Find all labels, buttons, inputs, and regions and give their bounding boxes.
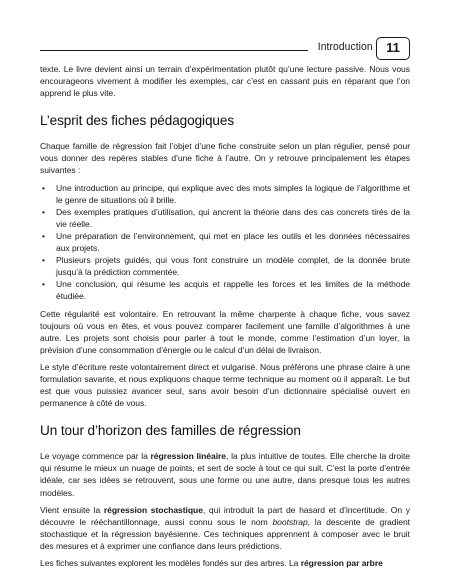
familles-paragraph-3: Les fiches suivantes explorent les modèles fondés sur des arbres. La régression par arbre bbox=[40, 558, 383, 568]
intro-paragraph: texte. Le livre devient ainsi un terrain d’expérimentation plutôt qu’une lecture passive. Nous vous encourageons vivement à modifier les exemples, car c’est en cassant puis en réparant que l’on apprend le plus vite. bbox=[40, 64, 410, 99]
list-item: • Une préparation de l’environnement, qui met en place les outils et les données nécessaires aux projets. bbox=[40, 230, 410, 254]
page-number: 11 bbox=[376, 37, 410, 60]
list-item: • Une introduction au principe, qui explique avec des mots simples la logique de l’algorithme et le genre de situations où il brille. bbox=[40, 182, 410, 206]
term-regression-lineaire: régression linéaire bbox=[150, 451, 227, 462]
list-item: • Des exemples pratiques d’utilisation, qui ancrent la théorie dans des cas concrets tirés de la vie réelle. bbox=[40, 206, 410, 230]
fiches-paragraph-2: Cette régularité est volontaire. En retrouvant la même charpente à chaque fiche, vous savez toujours où vous en êtes, et vous pouvez comparer facilement une famille d’algorithmes à une autre. Les projets sont choisis pour parler à tout le monde, comme l’estimation d’un loyer, la prévision d’une consommation d’énergie ou le calcul d’un délai de livraison. bbox=[40, 308, 410, 355]
familles-paragraph-2: Vient ensuite la régression stochastique, qui introduit la part de hasard et d’incertitude. On y découvre le rééchantillonnage, aussi connu sous le nom bootstrap, la descente de gradient stochastique et la régression bayésienne. Ces techniques apprennent à composer avec le bruit des mesures et à exprimer une confiance dans leurs prédictions. bbox=[40, 504, 411, 551]
familles-paragraph-1: Le voyage commence par la régression linéaire, la plus intuitive de toutes. Elle cherche la droite qui résume le mieux un nuage de points, et sert de socle à tout ce qui suit. C’est la porte d’entrée idéale, car ses idées se retrouvent, sous une forme ou une autre, dans presque tous les autres modèles. bbox=[40, 451, 411, 498]
term-regression-arbre: régression par arbre bbox=[300, 558, 383, 568]
page-content bbox=[40, 63, 410, 574]
list-item: • Plusieurs projets guidés, qui vous font construire un modèle complet, de la donnée brute jusqu’à la prédiction commentée. bbox=[40, 254, 410, 278]
fiches-paragraph-1: Chaque famille de régression fait l’objet d’une fiche construite selon un plan régulier, pensé pour vous donner des repères stables d’une fiche à l’autre. On y retrouve principalement les étapes suivantes : bbox=[40, 141, 410, 176]
section-heading-fiches: L’esprit des fiches pédagogiques bbox=[40, 113, 235, 129]
fiches-paragraph-3: Le style d’écriture reste volontairement direct et vulgarisé. Nous préférons une phrase claire à une formulation savante, et nous expliquons chaque terme technique au moment où il apparaît. Le but est que vous puissiez avancer seul, sans avoir besoin d’un dictionnaire spécialisé ouvert en permanence à côté de vous. bbox=[40, 361, 410, 409]
section-heading-familles: Un tour d’horizon des familles de régression bbox=[40, 423, 301, 439]
header-rule bbox=[40, 50, 308, 51]
list-item: • Une conclusion, qui résume les acquis et rappelle les forces et les limites de la méthode étudiée. bbox=[40, 278, 410, 302]
header-section-title: Introduction bbox=[318, 41, 373, 53]
term-bootstrap: bootstrap bbox=[272, 516, 308, 527]
fiches-steps-list bbox=[40, 182, 410, 303]
term-regression-stochastique: régression stochastique bbox=[103, 504, 203, 515]
